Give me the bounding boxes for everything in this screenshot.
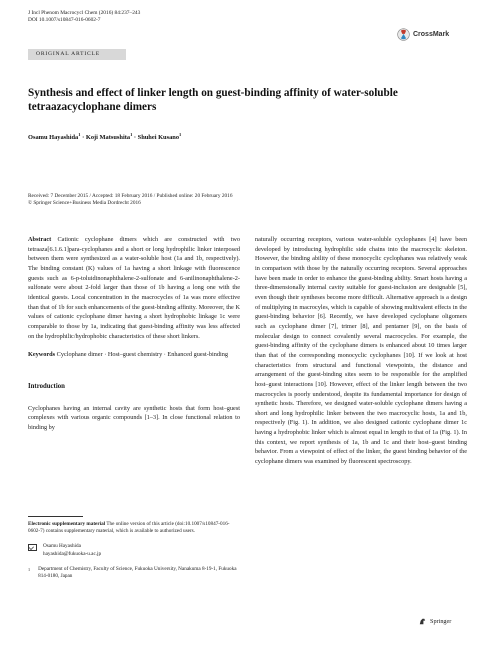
author-name[interactable]: Shuhei Kusano	[137, 134, 180, 142]
esm-text[interactable]: The online version of this article (doi:10.1007/s10847-016-0602-7) contains supplementary material, which is available to authorized users.	[28, 521, 230, 535]
author-separator: ·	[132, 134, 138, 142]
author-affiliation-mark: 1	[179, 132, 182, 137]
crossmark-badge[interactable]	[397, 27, 449, 41]
journal-header	[28, 10, 140, 24]
journal-citation: J Incl Phenom Macrocycl Chem (2016) 84:237–243	[28, 10, 141, 16]
section-heading-introduction: Introduction	[28, 382, 65, 390]
footnote-divider	[28, 516, 83, 517]
envelope-icon	[28, 544, 37, 551]
author-affiliation-mark: 1	[130, 132, 133, 137]
keywords-label: Keywords	[28, 351, 56, 359]
article-type-tag: ORIGINAL ARTICLE	[28, 49, 126, 60]
right-column	[255, 235, 467, 467]
body-text: naturally occurring receptors, various water-soluble cyclophanes [4] have been developed by introducing hydrophilic side chains into the macrocyclic skeleton. However, the binding ability of these monocyclic cyclophanes was relatively weak in comparison with those by the naturally occurring receptors. Several approaches have been made in order to enhance the guest-binding ability. Smart hosts having a three-dimensionally internal cavity suitable for guest-inclusion are designable [5], even though their syntheses become more difficult. Alternative approach is a design of multiplying in macrocyles, which is capable of showing multivalent effects in the guest-binding behavior [6]. Recently, we have developed cyclophane oligomers such as cyclophane dimer [7], trimer [8], and pentamer [9], on the basis of molecular design to connect covalently several macrocycles. For example, the guest-binding affinity of the cyclophane dimers is enhanced about 10 times larger than that of the corresponding monocyclic cyclophanes [10]. If we look at host characteristics from structural and functional viewpoints, the distance and arrangement of the guest-binding sites seem to be responsible for the amplified host–guest interactions [10]. However, effect of the linker length between the two macrocycles is poorly understood, despite its fundamental importance for design of synthetic hosts. Therefore, we designed water-soluble cyclophane dimers having a short and long hydrophilic linker between the two macrocyclic hosts, 1a and 1b, respectively (Fig. 1). In addition, we also designed cationic cyclophane dimer 1c having a hydrophobic linker which is almost equal in length to that of 1a (Fig. 1). In this context, we report synthesis of 1a, 1b and 1c and their host–guest binding behavior. From a viewpoint of effect of the linker, the guest binding behavior of the cyclophane dimers was examined by fluorescent spectroscopy.	[255, 236, 467, 466]
affiliation-mark: 1	[28, 566, 31, 572]
corresponding-author	[28, 543, 240, 557]
affiliation	[28, 566, 240, 580]
copyright: © Springer Science+Business Media Dordrecht 2016	[28, 200, 141, 207]
left-column	[28, 235, 240, 433]
esm-note	[28, 521, 240, 535]
publication-dates	[28, 193, 232, 208]
author-name[interactable]: Koji Matsushita	[85, 134, 131, 142]
publisher-logo	[418, 617, 451, 626]
springer-horse-icon	[418, 617, 427, 626]
abstract-text: Cationic cyclophane dimers which are constructed with two tetraaza[6.1.6.1]para-cyclophanes and a short or long hydrophilic linker interposed between them were synthesized as a water-soluble host (1a and 1b, respectively). The binding constant (K) values of 1a having a short linkage with fluorescence guests such as 6-p-toluidinonaphthalene-2-sulfonate and 6-anilinonaphthalene-2-sulfonate were about 2-fold larger than those of 1b having a long one with the identical guests. Local concentration in the macrocycles of 1a was more effective than that of 1b for such enhancements of the guest-binding affinity. Moreover, the K values of cationic cyclophane dimer having a short hydrophobic linkage 1c were comparable to those by 1a, indicating that guest-binding affinity was less affected on the hydrophilic/hydrophobic characteristics of these short linkers.	[28, 236, 241, 340]
abstract	[28, 235, 240, 341]
contact-email[interactable]: hayashida@fukuoka-u.ac.jp	[43, 550, 102, 557]
author-separator: ·	[80, 134, 86, 142]
footnotes	[28, 521, 240, 580]
affiliation-text: Department of Chemistry, Faculty of Science, Fukuoka University, Nanakuma 8-19-1, Fukuoka 814-0180, Japan	[38, 565, 237, 580]
abstract-label: Abstract	[28, 236, 52, 243]
crossmark-label: CrossMark	[413, 30, 450, 38]
author-name[interactable]: Osamu Hayashida	[28, 134, 79, 142]
doi: DOI 10.1007/s10847-016-0602-7	[28, 17, 101, 23]
author-list	[28, 132, 181, 141]
keywords	[28, 350, 240, 360]
crossmark-icon	[397, 28, 410, 41]
keywords-text: Cyclophane dimer · Host–guest chemistry · Enhanced guest-binding	[56, 351, 228, 359]
article-title: Synthesis and effect of linker length on guest-binding affinity of water-soluble tetraazacyclophane dimers	[28, 87, 398, 113]
history-dates: Received: 7 December 2015 / Accepted: 18 February 2016 / Published online: 20 February 2016	[28, 193, 233, 199]
esm-label: Electronic supplementary material	[28, 521, 106, 527]
publisher-name: Springer	[430, 618, 452, 625]
contact-name: Osamu Hayashida	[43, 543, 81, 550]
author-affiliation-mark: 1	[78, 132, 81, 137]
introduction-text: Cyclophanes having an internal cavity are synthetic hosts that form host–guest complexes with various organic compounds [1–3]. In close functional relation to binding by	[28, 404, 240, 431]
